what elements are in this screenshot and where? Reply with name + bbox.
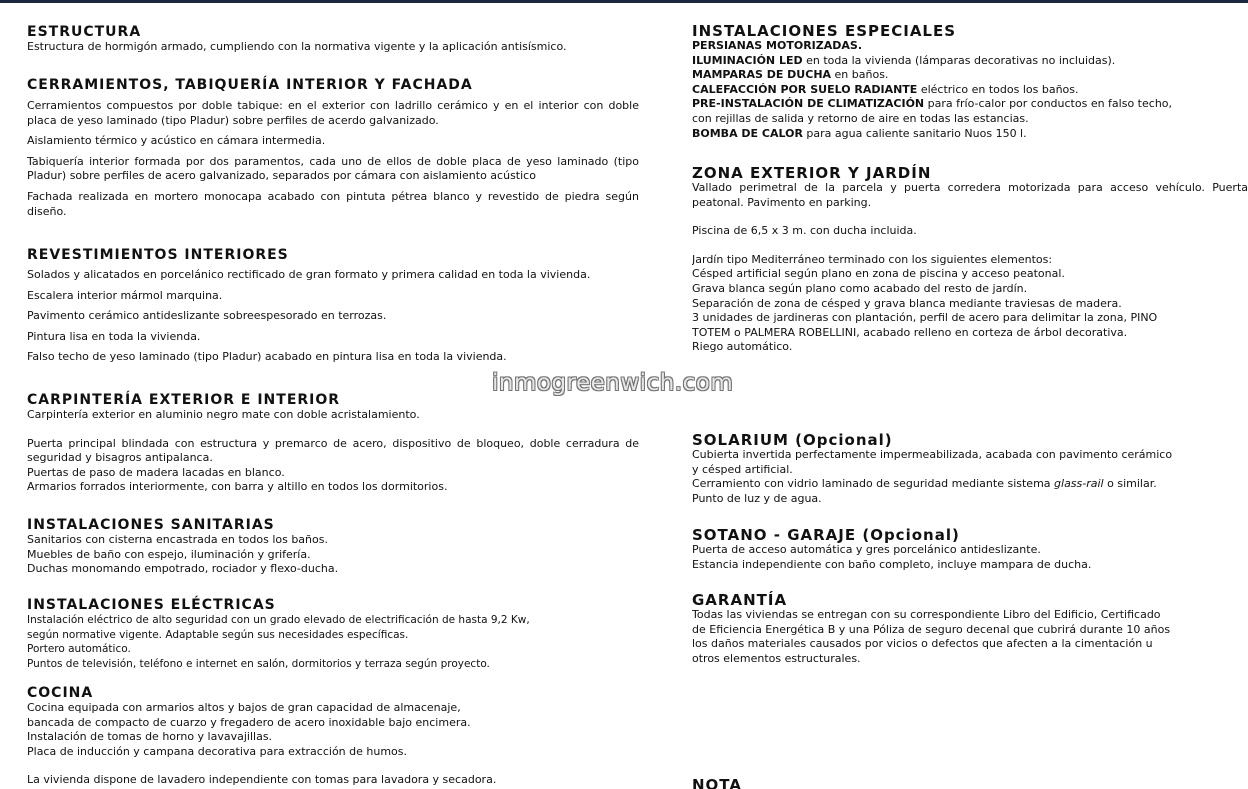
list-item: y césped artificial. <box>692 462 793 476</box>
list-item: Jardín tipo Mediterráneo terminado con los siguientes elementos: <box>692 252 1053 266</box>
list-item: otros elementos estructurales. <box>692 651 861 665</box>
list-item: TOTEM o PALMERA ROBELLINI, acabado relleno en corteza de árbol decorativa. <box>692 325 1128 339</box>
paragraph: Pintura lisa en toda la vivienda. <box>27 329 201 343</box>
paragraph: Aislamiento térmico y acústico en cámara intermedia. <box>27 134 326 148</box>
right-column <box>692 0 1248 789</box>
section-title: INSTALACIONES ESPECIALES <box>692 22 957 40</box>
paragraph: Instalación eléctrico de alto seguridad con un grado elevado de electrificación de hasta 9,2 Kw, <box>27 614 530 626</box>
list-item: 3 unidades de jardineras con plantación, perfil de acero para delimitar la zona, PINO <box>692 311 1158 325</box>
paragraph: Falso techo de yeso laminado (tipo Pladur) acabado en pintura lisa en toda la vivienda. <box>27 350 507 364</box>
paragraph: Solados y alicatados en porcelánico rectificado de gran formato y primera calidad en toda la vivienda. <box>27 268 591 281</box>
list-item: Cubierta invertida perfectamente impermeabilizada, acabada con pavimento cerámico <box>692 448 1173 461</box>
paragraph: Puerta principal blindada con estructura y premarco de acero, dispositivo de bloqueo, doble cerradura de seguridad y bisagros antipalanca. <box>27 436 639 465</box>
section-title: INSTALACIONES SANITARIAS <box>27 517 275 533</box>
section-title: SOLARIUM (Opcional) <box>692 431 893 449</box>
list-item: PERSIANAS MOTORIZADAS. <box>692 39 862 52</box>
section-title: GARANTÍA <box>692 591 788 609</box>
paragraph: Instalación de tomas de horno y lavavajillas. <box>27 730 273 744</box>
bold-term: PRE-INSTALACIÓN DE CLIMATIZACIÓN <box>692 97 925 111</box>
paragraph: Armarios forrados interiormente, con barra y altillo en todos los dormitorios. <box>27 480 448 494</box>
paragraph: Piscina de 6,5 x 3 m. con ducha incluida. <box>692 224 917 238</box>
section-garantia <box>692 592 1248 666</box>
paragraph: Puntos de televisión, teléfono e internet en salón, dormitorios y terraza según proyecto. <box>27 657 490 670</box>
section-title: CERRAMIENTOS, TABIQUERÍA INTERIOR Y FACHADA <box>27 77 473 93</box>
bold-term: CALEFACCIÓN POR SUELO RADIANTE <box>692 82 918 96</box>
list-item: MAMPARAS DE DUCHA en baños. <box>692 68 889 82</box>
list-item: los daños materiales causados por vicios o defectos que afecten a la cimentación u <box>692 637 1153 651</box>
list-item: Todas las viviendas se entregan con su correspondiente Libro del Edificio, Certificado <box>692 608 1161 621</box>
list-item: PRE-INSTALACIÓN DE CLIMATIZACIÓN para frío-calor por conductos en falso techo, <box>692 97 1173 111</box>
section-cocina <box>27 685 639 788</box>
list-item: ILUMINACIÓN LED en toda la vivienda (lámparas decorativas no incluidas). <box>692 53 1116 67</box>
section-title: INSTALACIONES ELÉCTRICAS <box>27 597 276 613</box>
paragraph: Vallado perimetral de la parcela y puerta corredera motorizada para acceso vehículo. Puerta peatonal. Pavimento en parking. <box>692 181 1248 209</box>
section-cerramientos <box>27 77 639 219</box>
section-solarium <box>692 432 1248 506</box>
paragraph: La vivienda dispone de lavadero independiente con tomas para lavadora y secadora. <box>27 773 497 787</box>
paragraph: Placa de inducción y campana decorativa para extracción de humos. <box>27 744 407 758</box>
section-title: SOTANO - GARAJE (Opcional) <box>692 526 960 544</box>
paragraph: Puertas de paso de madera lacadas en blanco. <box>27 465 285 479</box>
paragraph: Cerramientos compuestos por doble tabique: en el exterior con ladrillo cerámico y en el interior con doble placa de yeso laminado (tipo Pladur) sobre perfiles de acerdo galvanizado. <box>27 99 639 127</box>
list-item: Cerramiento con vidrio laminado de seguridad mediante sistema glass-rail o similar. <box>692 477 1157 491</box>
paragraph: bancada de compacto de cuarzo y fregadero de acero inoxidable bajo encimera. <box>27 715 471 729</box>
section-title: REVESTIMIENTOS INTERIORES <box>27 247 289 263</box>
section-title: ZONA EXTERIOR Y JARDÍN <box>692 164 932 182</box>
paragraph: Duchas monomando empotrado, rociador y flexo-ducha. <box>27 562 339 576</box>
bold-term: MAMPARAS DE DUCHA <box>692 68 832 82</box>
section-nota <box>692 777 1248 789</box>
list-item: CALEFACCIÓN POR SUELO RADIANTE eléctrico en todos los baños. <box>692 82 1079 96</box>
list-item: BOMBA DE CALOR para agua caliente sanitario Nuos 150 l. <box>692 126 1027 140</box>
bold-term: BOMBA DE CALOR <box>692 126 803 140</box>
section-electricas <box>27 597 639 671</box>
section-title: NOTA <box>692 776 742 789</box>
italic-term: glass-rail <box>1054 477 1104 491</box>
paragraph: Estructura de hormigón armado, cumpliendo con la normativa vigente y la aplicación antisísmico. <box>27 40 567 53</box>
watermark: inmogreenwich.com <box>492 370 734 396</box>
section-instalaciones-especiales <box>692 23 1248 141</box>
section-title: CARPINTERÍA EXTERIOR E INTERIOR <box>27 392 341 408</box>
section-zona-exterior <box>692 165 1248 355</box>
section-carpinteria <box>27 392 639 495</box>
paragraph: Sanitarios con cisterna encastrada en todos los baños. <box>27 533 328 546</box>
list-item: con rejillas de salida y retorno de aire en todas las estancias. <box>692 111 1029 125</box>
paragraph: Carpintería exterior en aluminio negro mate con doble acristalamiento. <box>27 408 420 421</box>
section-title: COCINA <box>27 685 94 701</box>
paragraph: Muebles de baño con espejo, iluminación y grifería. <box>27 547 311 561</box>
list-item: Estancia independiente con baño completo, incluye mampara de ducha. <box>692 557 1092 571</box>
paragraph: Escalera interior mármol marquina. <box>27 288 223 302</box>
section-revestimientos <box>27 247 639 365</box>
paragraph: Cocina equipada con armarios altos y bajos de gran capacidad de almacenaje, <box>27 701 461 714</box>
section-title: ESTRUCTURA <box>27 24 142 40</box>
list-item: Punto de luz y de agua. <box>692 491 822 505</box>
list-item: de Eficiencia Energética B y una Póliza de seguro decenal que cubrirá durante 10 años <box>692 622 1171 636</box>
paragraph: Tabiquería interior formada por dos paramentos, cada uno de ellos de doble placa de yeso laminado (tipo Pladur) sobre perfiles de acero galvanizado, separados por cámara con aislamiento acústico <box>27 154 639 183</box>
list-item: Separación de zona de césped y grava blanca mediante traviesas de madera. <box>692 296 1122 310</box>
list-item: Césped artificial según plano en zona de piscina y acceso peatonal. <box>692 267 1065 281</box>
bold-term: ILUMINACIÓN LED <box>692 53 803 67</box>
section-sanitarias <box>27 517 639 577</box>
paragraph: Pavimento cerámico antideslizante sobreespesorado en terrozas. <box>27 309 387 323</box>
list-item: Grava blanca según plano como acabado del resto de jardín. <box>692 281 1028 295</box>
list-item: Puerta de acceso automática y gres porcelánico antideslizante. <box>692 543 1041 556</box>
paragraph: Fachada realizada en mortero monocapa acabado con pintuta pétrea blanco y revestido de piedra según diseño. <box>27 189 639 218</box>
paragraph: Portero automático. <box>27 643 131 656</box>
paragraph: según normative vigente. Adaptable según sus necesidades específicas. <box>27 628 409 641</box>
section-sotano <box>692 527 1248 572</box>
list-item: Riego automático. <box>692 340 793 354</box>
section-estructura <box>27 24 639 55</box>
